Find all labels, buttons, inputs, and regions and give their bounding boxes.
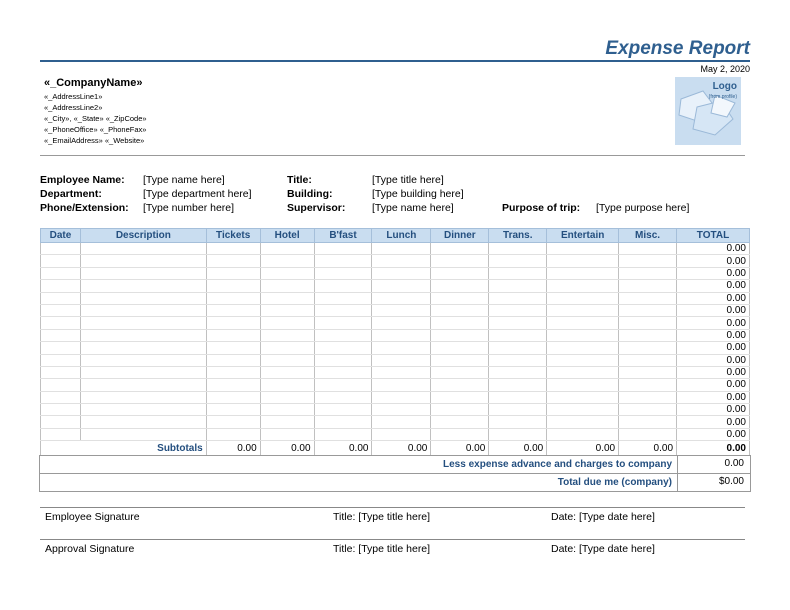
col-entertain: Entertain	[547, 229, 619, 243]
expense-cell[interactable]	[314, 342, 372, 354]
expense-cell[interactable]	[41, 366, 81, 378]
row-total: 0.00	[677, 354, 750, 366]
expense-cell[interactable]	[41, 404, 81, 416]
expense-cell[interactable]	[206, 416, 260, 428]
department-label: Department:	[40, 188, 102, 200]
expense-cell[interactable]	[619, 292, 677, 304]
expense-cell[interactable]	[80, 416, 206, 428]
row-total: 0.00	[677, 366, 750, 378]
subtotal-cell: 0.00	[677, 441, 750, 456]
col-transport: Trans.	[489, 229, 547, 243]
department-field[interactable]: [Type department here]	[143, 188, 252, 200]
expense-cell[interactable]	[314, 255, 372, 267]
col-misc: Misc.	[619, 229, 677, 243]
expense-cell[interactable]	[41, 255, 81, 267]
expense-cell[interactable]	[41, 391, 81, 403]
expense-cell[interactable]	[619, 342, 677, 354]
expense-cell[interactable]	[314, 280, 372, 292]
expense-cell[interactable]	[431, 366, 489, 378]
expense-cell[interactable]	[80, 329, 206, 341]
expense-cell[interactable]	[314, 404, 372, 416]
expense-cell[interactable]	[41, 416, 81, 428]
expense-cell[interactable]	[431, 404, 489, 416]
expense-cell[interactable]	[431, 416, 489, 428]
expense-cell[interactable]	[619, 329, 677, 341]
expense-cell[interactable]	[314, 379, 372, 391]
expense-cell[interactable]	[372, 404, 431, 416]
expense-cell[interactable]	[314, 416, 372, 428]
expense-cell[interactable]	[80, 243, 206, 255]
expense-cell[interactable]	[41, 267, 81, 279]
expense-cell[interactable]	[260, 404, 314, 416]
subtotal-cell: 0.00	[372, 441, 431, 456]
expense-cell[interactable]	[619, 366, 677, 378]
expense-cell[interactable]	[489, 280, 547, 292]
expense-cell[interactable]	[206, 428, 260, 440]
expense-cell[interactable]	[489, 342, 547, 354]
expense-cell[interactable]	[80, 267, 206, 279]
expense-cell[interactable]	[489, 317, 547, 329]
expense-cell[interactable]	[489, 304, 547, 316]
expense-cell[interactable]	[431, 267, 489, 279]
subtotal-cell: 0.00	[314, 441, 372, 456]
expense-cell[interactable]	[547, 280, 619, 292]
expense-cell[interactable]	[206, 267, 260, 279]
expense-cell[interactable]	[619, 354, 677, 366]
phone-field[interactable]: [Type number here]	[143, 202, 235, 214]
col-description: Description	[80, 229, 206, 243]
expense-cell[interactable]	[206, 280, 260, 292]
col-dinner: Dinner	[431, 229, 489, 243]
subtotals-row	[41, 441, 750, 456]
header-divider	[40, 155, 745, 156]
expense-cell[interactable]	[314, 329, 372, 341]
subtotals-label: Subtotals	[41, 441, 207, 456]
table-row	[41, 267, 750, 279]
purpose-label: Purpose of trip:	[502, 202, 581, 214]
expense-cell[interactable]	[619, 404, 677, 416]
table-row	[41, 354, 750, 366]
expense-cell[interactable]	[41, 317, 81, 329]
expense-cell[interactable]	[547, 292, 619, 304]
expense-cell[interactable]	[372, 267, 431, 279]
expense-cell[interactable]	[431, 329, 489, 341]
address-line-1: «_AddressLine1»	[44, 92, 103, 101]
expense-cell[interactable]	[80, 280, 206, 292]
title-label: Title:	[287, 174, 312, 186]
col-hotel: Hotel	[260, 229, 314, 243]
expense-cell[interactable]	[41, 354, 81, 366]
total-due-value: $0.00	[718, 476, 744, 487]
expense-cell[interactable]	[80, 255, 206, 267]
row-total: 0.00	[677, 304, 750, 316]
col-date: Date	[41, 229, 81, 243]
expense-cell[interactable]	[372, 292, 431, 304]
col-lunch: Lunch	[372, 229, 431, 243]
expense-cell[interactable]	[206, 366, 260, 378]
expense-cell[interactable]	[314, 267, 372, 279]
expense-cell[interactable]	[80, 379, 206, 391]
subtotal-cell: 0.00	[431, 441, 489, 456]
logo-placeholder[interactable]	[675, 77, 741, 145]
expense-cell[interactable]	[547, 404, 619, 416]
expense-cell[interactable]	[260, 243, 314, 255]
expense-cell[interactable]	[489, 243, 547, 255]
expense-cell[interactable]	[489, 329, 547, 341]
expense-cell[interactable]	[80, 404, 206, 416]
subtotal-cell: 0.00	[619, 441, 677, 456]
expense-cell[interactable]	[314, 292, 372, 304]
phone-label: Phone/Extension:	[40, 202, 129, 214]
expense-cell[interactable]	[489, 428, 547, 440]
expense-cell[interactable]	[41, 304, 81, 316]
expense-cell[interactable]	[41, 342, 81, 354]
expense-cell[interactable]	[431, 354, 489, 366]
expense-cell[interactable]	[547, 304, 619, 316]
expense-cell[interactable]	[80, 292, 206, 304]
expense-cell[interactable]	[372, 354, 431, 366]
expense-cell[interactable]	[619, 317, 677, 329]
supervisor-label: Supervisor:	[287, 202, 346, 214]
expense-cell[interactable]	[547, 354, 619, 366]
table-row	[41, 292, 750, 304]
table-row	[41, 255, 750, 267]
expense-cell[interactable]	[41, 243, 81, 255]
expense-cell[interactable]	[547, 243, 619, 255]
subtotal-cell: 0.00	[260, 441, 314, 456]
expense-cell[interactable]	[372, 366, 431, 378]
row-total: 0.00	[677, 404, 750, 416]
expense-cell[interactable]	[372, 329, 431, 341]
employee-signature-title[interactable]: Title: [Type title here]	[333, 511, 431, 523]
expense-cell[interactable]	[260, 317, 314, 329]
expense-cell[interactable]	[206, 243, 260, 255]
expense-cell[interactable]	[372, 304, 431, 316]
expense-cell[interactable]	[206, 317, 260, 329]
expense-cell[interactable]	[314, 243, 372, 255]
expense-cell[interactable]	[489, 379, 547, 391]
expense-cell[interactable]	[41, 292, 81, 304]
col-tickets: Tickets	[206, 229, 260, 243]
expense-cell[interactable]	[80, 354, 206, 366]
table-row	[41, 379, 750, 391]
expense-cell[interactable]	[489, 416, 547, 428]
total-due-label: Total due me (company)	[557, 477, 672, 488]
subtotal-cell: 0.00	[489, 441, 547, 456]
table-row	[41, 243, 750, 255]
table-row	[41, 329, 750, 341]
total-due-divider	[677, 474, 678, 491]
expense-cell[interactable]	[547, 317, 619, 329]
expense-cell[interactable]	[80, 428, 206, 440]
title-field[interactable]: [Type title here]	[372, 174, 444, 186]
address-line-2: «_AddressLine2»	[44, 103, 103, 112]
address-phone-line: «_PhoneOffice» «_PhoneFax»	[44, 125, 147, 134]
expense-cell[interactable]	[431, 304, 489, 316]
expense-cell[interactable]	[372, 317, 431, 329]
logo-sublabel: (from profile)	[708, 94, 737, 100]
expense-cell[interactable]	[547, 379, 619, 391]
expense-cell[interactable]	[489, 292, 547, 304]
approval-signature-title[interactable]: Title: [Type title here]	[333, 543, 431, 555]
expense-cell[interactable]	[314, 354, 372, 366]
row-total: 0.00	[677, 416, 750, 428]
expense-cell[interactable]	[372, 379, 431, 391]
expense-cell[interactable]	[41, 428, 81, 440]
row-total: 0.00	[677, 391, 750, 403]
approval-signature-label[interactable]: Approval Signature	[45, 543, 135, 555]
employee-name-label: Employee Name:	[40, 174, 125, 186]
row-total: 0.00	[677, 317, 750, 329]
table-row	[41, 404, 750, 416]
row-total: 0.00	[677, 255, 750, 267]
row-total: 0.00	[677, 243, 750, 255]
expense-cell[interactable]	[260, 292, 314, 304]
expense-cell[interactable]	[619, 304, 677, 316]
expense-table	[40, 228, 750, 456]
expense-cell[interactable]	[206, 292, 260, 304]
employee-signature-line	[40, 507, 745, 508]
report-date: May 2, 2020	[700, 64, 750, 74]
expense-cell[interactable]	[619, 243, 677, 255]
expense-cell[interactable]	[372, 391, 431, 403]
employee-signature-label[interactable]: Employee Signature	[45, 511, 140, 523]
table-row	[41, 280, 750, 292]
expense-cell[interactable]	[206, 255, 260, 267]
expense-cell[interactable]	[431, 428, 489, 440]
expense-cell[interactable]	[260, 366, 314, 378]
expense-cell[interactable]	[260, 255, 314, 267]
expense-cell[interactable]	[41, 329, 81, 341]
expense-cell[interactable]	[431, 391, 489, 403]
expense-cell[interactable]	[431, 280, 489, 292]
row-total: 0.00	[677, 267, 750, 279]
expense-cell[interactable]	[260, 342, 314, 354]
expense-cell[interactable]	[619, 255, 677, 267]
expense-cell[interactable]	[547, 391, 619, 403]
table-row	[41, 366, 750, 378]
expense-cell[interactable]	[260, 379, 314, 391]
expense-cell[interactable]	[372, 255, 431, 267]
expense-cell[interactable]	[431, 243, 489, 255]
expense-cell[interactable]	[489, 267, 547, 279]
expense-cell[interactable]	[206, 404, 260, 416]
expense-cell[interactable]	[80, 366, 206, 378]
expense-cell[interactable]	[372, 342, 431, 354]
expense-cell[interactable]	[619, 379, 677, 391]
expense-cell[interactable]	[260, 280, 314, 292]
row-total: 0.00	[677, 280, 750, 292]
expense-cell[interactable]	[260, 391, 314, 403]
expense-cell[interactable]	[206, 354, 260, 366]
expense-cell[interactable]	[206, 304, 260, 316]
report-title: Expense Report	[605, 38, 750, 59]
col-total: TOTAL	[677, 229, 750, 243]
expense-cell[interactable]	[314, 366, 372, 378]
table-row	[41, 428, 750, 440]
expense-cell[interactable]	[619, 280, 677, 292]
expense-cell[interactable]	[431, 342, 489, 354]
expense-cell[interactable]	[489, 391, 547, 403]
expense-cell[interactable]	[314, 391, 372, 403]
supervisor-field[interactable]: [Type name here]	[372, 202, 454, 214]
advance-label: Less expense advance and charges to company	[443, 459, 672, 470]
expense-cell[interactable]	[260, 329, 314, 341]
expense-cell[interactable]	[260, 428, 314, 440]
expense-cell[interactable]	[80, 342, 206, 354]
expense-cell[interactable]	[619, 428, 677, 440]
advance-row	[39, 455, 751, 474]
expense-cell[interactable]	[314, 428, 372, 440]
expense-cell[interactable]	[80, 317, 206, 329]
logo-label: Logo	[712, 81, 737, 92]
expense-cell[interactable]	[372, 416, 431, 428]
row-total: 0.00	[677, 329, 750, 341]
expense-cell[interactable]	[547, 366, 619, 378]
expense-cell[interactable]	[80, 304, 206, 316]
expense-cell[interactable]	[372, 428, 431, 440]
table-row	[41, 391, 750, 403]
table-row	[41, 317, 750, 329]
expense-cell[interactable]	[41, 280, 81, 292]
employee-name-field[interactable]: [Type name here]	[143, 174, 225, 186]
address-email-line: «_EmailAddress» «_Website»	[44, 136, 145, 145]
approval-signature-line	[40, 539, 745, 540]
expense-cell[interactable]	[489, 354, 547, 366]
expense-cell[interactable]	[547, 267, 619, 279]
expense-cell[interactable]	[206, 329, 260, 341]
expense-cell[interactable]	[260, 416, 314, 428]
employee-signature-date[interactable]: Date: [Type date here]	[551, 511, 655, 523]
col-breakfast: B'fast	[314, 229, 372, 243]
expense-cell[interactable]	[619, 267, 677, 279]
row-total: 0.00	[677, 342, 750, 354]
approval-signature-date[interactable]: Date: [Type date here]	[551, 543, 655, 555]
building-label: Building:	[287, 188, 333, 200]
expense-cell[interactable]	[547, 255, 619, 267]
advance-divider	[677, 456, 678, 473]
expense-cell[interactable]	[547, 416, 619, 428]
title-divider	[40, 60, 750, 62]
expense-cell[interactable]	[489, 366, 547, 378]
table-row	[41, 342, 750, 354]
address-city-line: «_City», «_State» «_ZipCode»	[44, 114, 147, 123]
expense-cell[interactable]	[80, 391, 206, 403]
expense-cell[interactable]	[431, 379, 489, 391]
expense-cell[interactable]	[431, 292, 489, 304]
expense-cell[interactable]	[619, 391, 677, 403]
expense-cell[interactable]	[260, 304, 314, 316]
subtotal-cell: 0.00	[206, 441, 260, 456]
expense-cell[interactable]	[260, 354, 314, 366]
expense-cell[interactable]	[260, 267, 314, 279]
subtotal-cell: 0.00	[547, 441, 619, 456]
table-header-row	[41, 229, 750, 243]
expense-cell[interactable]	[206, 342, 260, 354]
total-due-row	[39, 473, 751, 492]
expense-cell[interactable]	[547, 342, 619, 354]
advance-value[interactable]: 0.00	[724, 458, 744, 469]
expense-cell[interactable]	[372, 243, 431, 255]
table-row	[41, 416, 750, 428]
row-total: 0.00	[677, 428, 750, 440]
expense-cell[interactable]	[547, 428, 619, 440]
expense-cell[interactable]	[547, 329, 619, 341]
expense-cell[interactable]	[489, 255, 547, 267]
expense-cell[interactable]	[41, 379, 81, 391]
row-total: 0.00	[677, 292, 750, 304]
company-name: «_CompanyName»	[44, 77, 143, 89]
table-row	[41, 304, 750, 316]
expense-cell[interactable]	[431, 317, 489, 329]
row-total: 0.00	[677, 379, 750, 391]
expense-cell[interactable]	[206, 379, 260, 391]
expense-cell[interactable]	[372, 280, 431, 292]
expense-cell[interactable]	[206, 391, 260, 403]
expense-cell[interactable]	[489, 404, 547, 416]
expense-cell[interactable]	[619, 416, 677, 428]
expense-cell[interactable]	[314, 317, 372, 329]
expense-cell[interactable]	[314, 304, 372, 316]
expense-cell[interactable]	[431, 255, 489, 267]
purpose-field[interactable]: [Type purpose here]	[596, 202, 690, 214]
building-field[interactable]: [Type building here]	[372, 188, 464, 200]
